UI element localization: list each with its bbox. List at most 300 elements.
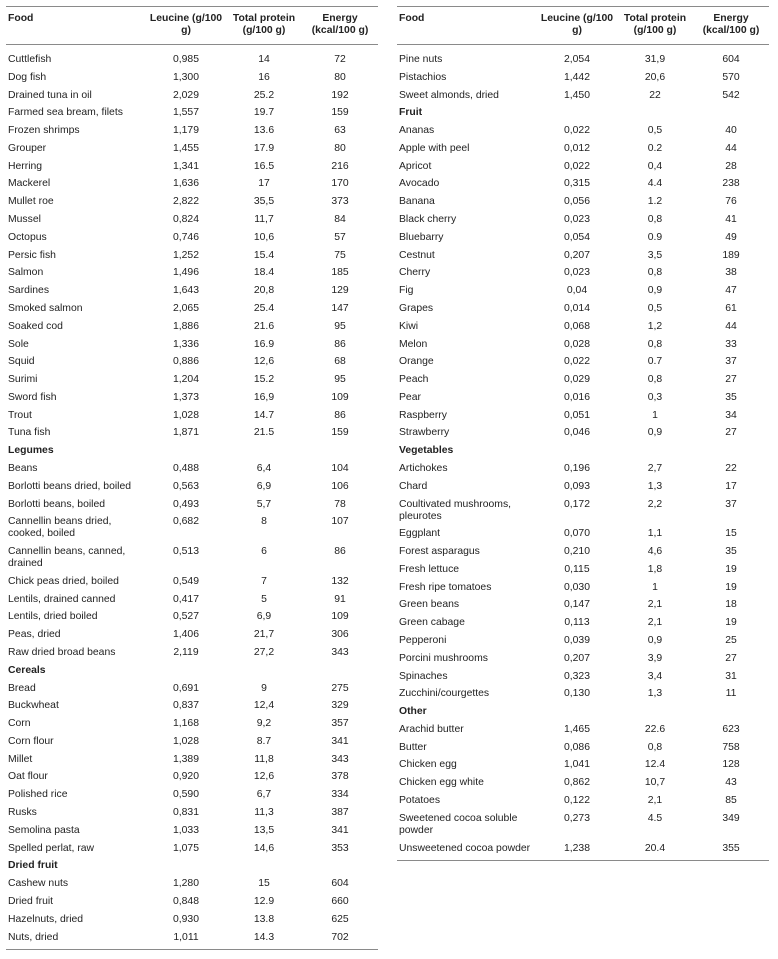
table-row bbox=[397, 739, 769, 757]
food-name-cell: Artichokes bbox=[399, 462, 448, 474]
category-label: Dried fruit bbox=[8, 860, 58, 872]
leucine-cell: 0,315 bbox=[563, 178, 590, 190]
food-name-cell: Coultivated mushrooms, pleurotes bbox=[399, 498, 512, 522]
energy-cell: 104 bbox=[331, 462, 349, 474]
total-protein-cell: 15.2 bbox=[253, 374, 275, 386]
energy-cell: 44 bbox=[725, 142, 737, 154]
energy-cell: 109 bbox=[331, 611, 349, 623]
leucine-cell: 1,636 bbox=[172, 178, 199, 190]
energy-cell: 604 bbox=[722, 54, 740, 65]
category-label: Legumes bbox=[8, 445, 54, 457]
leucine-cell: 0,086 bbox=[563, 741, 590, 753]
total-protein-cell: 13.6 bbox=[253, 125, 275, 137]
total-protein-cell: 1.2 bbox=[647, 196, 663, 208]
food-name-cell: Drained tuna in oil bbox=[8, 89, 92, 101]
leucine-cell: 0,022 bbox=[563, 356, 590, 368]
leucine-cell: 0,417 bbox=[172, 593, 199, 605]
total-protein-cell: 0,9 bbox=[647, 427, 663, 439]
food-name-cell: Semolina pasta bbox=[8, 824, 80, 836]
leucine-cell: 1,300 bbox=[172, 71, 199, 83]
energy-cell: 17 bbox=[725, 480, 737, 492]
table-row bbox=[6, 140, 378, 158]
table-row bbox=[397, 525, 769, 543]
total-protein-cell: 1,2 bbox=[647, 320, 663, 332]
energy-cell: 86 bbox=[334, 338, 346, 350]
total-protein-cell: 2,1 bbox=[647, 795, 663, 807]
food-name-cell: Bluebarry bbox=[399, 231, 444, 243]
table-row bbox=[6, 264, 378, 282]
leucine-cell: 0,028 bbox=[563, 338, 590, 350]
table-row bbox=[6, 478, 378, 496]
food-name-cell: Borlotti beans dried, boiled bbox=[8, 480, 132, 492]
food-name-cell: Sweetened cocoa soluble powder bbox=[399, 812, 518, 836]
energy-cell: 355 bbox=[693, 840, 769, 860]
total-protein-cell: 21.6 bbox=[253, 320, 275, 332]
food-name-cell: Cashew nuts bbox=[8, 878, 69, 890]
table-row bbox=[6, 929, 378, 949]
food-name-cell: Sword fish bbox=[8, 391, 57, 403]
energy-cell: 63 bbox=[334, 125, 346, 137]
total-protein-cell: 16 bbox=[258, 71, 270, 83]
total-protein-cell: 11,8 bbox=[254, 753, 274, 765]
table-row bbox=[397, 211, 769, 229]
total-protein-cell: 1 bbox=[652, 409, 658, 421]
leucine-cell: 0,691 bbox=[172, 682, 199, 694]
food-name-cell: Apricot bbox=[399, 160, 432, 172]
food-name-cell: Ananas bbox=[399, 125, 435, 137]
total-protein-cell: 0,8 bbox=[647, 741, 663, 753]
food-name-cell: Green cabage bbox=[399, 617, 465, 629]
leucine-cell: 0,837 bbox=[172, 700, 199, 712]
total-protein-cell: 16.5 bbox=[253, 160, 275, 172]
food-name-cell: Fig bbox=[399, 285, 414, 297]
total-protein-cell: 10,7 bbox=[644, 777, 666, 789]
food-table-left-body bbox=[6, 45, 378, 950]
leucine-cell: 0,014 bbox=[563, 302, 590, 314]
table-row bbox=[397, 543, 769, 561]
energy-cell: 341 bbox=[331, 735, 349, 747]
food-name-cell: Kiwi bbox=[399, 320, 419, 332]
total-protein-cell: 13,5 bbox=[253, 824, 275, 836]
food-name-cell: Forest asparagus bbox=[399, 546, 480, 558]
table-row bbox=[6, 875, 378, 893]
total-protein-cell: 5,7 bbox=[256, 498, 272, 510]
energy-cell: 625 bbox=[331, 913, 349, 925]
table-row bbox=[397, 597, 769, 615]
leucine-cell: 2,822 bbox=[172, 196, 199, 208]
leucine-cell: 1,252 bbox=[172, 249, 199, 261]
table-row bbox=[397, 389, 769, 407]
food-name-cell: Sweet almonds, dried bbox=[399, 89, 499, 101]
energy-cell: 19 bbox=[725, 581, 737, 593]
food-name-cell: Apple with peel bbox=[399, 142, 470, 154]
leucine-cell: 1,341 bbox=[172, 160, 199, 172]
food-name-cell: Sole bbox=[8, 338, 29, 350]
leucine-cell: 0,563 bbox=[172, 480, 199, 492]
food-name-cell: Rusks bbox=[8, 807, 37, 819]
total-protein-cell: 2,1 bbox=[647, 617, 663, 629]
food-name-cell: Black cherry bbox=[399, 214, 457, 226]
table-row bbox=[6, 626, 378, 644]
table-row bbox=[6, 543, 378, 573]
food-name-cell: Butter bbox=[399, 741, 427, 753]
total-protein-cell: 6 bbox=[261, 546, 267, 558]
table-row bbox=[397, 264, 769, 282]
food-name-cell: Millet bbox=[8, 753, 33, 765]
leucine-cell: 0,196 bbox=[563, 462, 590, 474]
energy-cell: 19 bbox=[725, 617, 737, 629]
table-row bbox=[397, 122, 769, 140]
leucine-cell: 0,030 bbox=[563, 581, 590, 593]
energy-cell: 91 bbox=[334, 593, 346, 605]
leucine-cell: 0,130 bbox=[563, 688, 590, 700]
food-name-cell: Smoked salmon bbox=[8, 302, 83, 314]
leucine-cell: 0,056 bbox=[563, 196, 590, 208]
food-name-cell: Fresh lettuce bbox=[399, 563, 460, 575]
total-protein-cell: 0,8 bbox=[647, 214, 663, 226]
energy-cell: 238 bbox=[722, 178, 740, 190]
food-name-cell: Nuts, dried bbox=[6, 929, 146, 949]
total-protein-cell: 0.7 bbox=[647, 356, 663, 368]
total-protein-cell: 0,9 bbox=[647, 285, 663, 297]
total-protein-cell: 8.7 bbox=[256, 735, 272, 747]
leucine-cell: 0,920 bbox=[172, 771, 199, 783]
table-row bbox=[6, 804, 378, 822]
leucine-cell: 1,643 bbox=[172, 285, 199, 297]
table-row bbox=[6, 69, 378, 87]
table-row bbox=[397, 282, 769, 300]
energy-cell: 43 bbox=[725, 777, 737, 789]
table-row bbox=[6, 460, 378, 478]
table-row bbox=[397, 614, 769, 632]
table-row bbox=[397, 353, 769, 371]
total-protein-cell: 20,6 bbox=[644, 71, 666, 83]
food-table-right-body bbox=[397, 45, 769, 861]
food-name-cell: Herring bbox=[8, 160, 43, 172]
food-name-cell: Octopus bbox=[8, 231, 47, 243]
energy-cell: 11 bbox=[725, 688, 737, 700]
food-name-cell: Chicken egg white bbox=[399, 777, 484, 789]
leucine-cell: 1,496 bbox=[172, 267, 199, 279]
energy-cell: 353 bbox=[331, 842, 349, 854]
food-name-cell: Corn bbox=[8, 718, 31, 730]
food-name-cell: Beans bbox=[8, 462, 38, 474]
leucine-cell: 0,323 bbox=[563, 670, 590, 682]
total-protein-cell: 14 bbox=[258, 54, 270, 65]
energy-cell: 27 bbox=[725, 652, 737, 664]
energy-cell: 106 bbox=[331, 480, 349, 492]
total-protein-cell: 0,9 bbox=[647, 635, 663, 646]
energy-cell: 702 bbox=[302, 929, 378, 949]
leucine-cell: 1,406 bbox=[172, 629, 199, 641]
food-name-cell: Tuna fish bbox=[8, 427, 51, 439]
total-protein-cell: 0,5 bbox=[647, 302, 663, 314]
food-name-cell: Green beans bbox=[399, 599, 460, 611]
table-row bbox=[397, 87, 769, 105]
total-protein-cell: 2,2 bbox=[647, 498, 663, 510]
food-name-cell: Pistachios bbox=[399, 71, 447, 83]
energy-cell: 22 bbox=[725, 462, 737, 474]
leucine-cell: 0,022 bbox=[563, 160, 590, 172]
leucine-cell: 0,682 bbox=[172, 516, 199, 528]
total-protein-cell: 2,1 bbox=[647, 599, 663, 611]
total-protein-cell: 10,6 bbox=[253, 231, 275, 243]
leucine-cell: 1,168 bbox=[172, 718, 199, 730]
energy-cell: 86 bbox=[334, 409, 346, 421]
total-protein-cell: 7 bbox=[261, 575, 267, 587]
food-name-cell: Oat flour bbox=[8, 771, 48, 783]
energy-cell: 68 bbox=[334, 356, 346, 368]
food-name-cell: Raw dried broad beans bbox=[8, 647, 116, 658]
energy-cell: 349 bbox=[722, 812, 740, 824]
table-row bbox=[397, 496, 769, 526]
energy-cell: 373 bbox=[331, 196, 349, 208]
leucine-cell: 1,442 bbox=[563, 71, 590, 83]
energy-cell: 387 bbox=[331, 807, 349, 819]
leucine-cell: 1,450 bbox=[563, 89, 590, 101]
energy-cell: 19 bbox=[725, 563, 737, 575]
table-row bbox=[6, 680, 378, 698]
table-row bbox=[397, 300, 769, 318]
table-row bbox=[6, 644, 378, 662]
table-row bbox=[397, 579, 769, 597]
food-name-cell: Porcini mushrooms bbox=[399, 652, 488, 664]
total-protein-cell: 12.9 bbox=[253, 895, 275, 907]
leucine-cell: 0,862 bbox=[563, 777, 590, 789]
food-name-cell: Squid bbox=[8, 356, 35, 368]
table-row bbox=[397, 407, 769, 425]
leucine-cell: 0,210 bbox=[563, 546, 590, 558]
food-table-right bbox=[397, 6, 769, 861]
header-food: Food bbox=[397, 7, 537, 45]
food-name-cell: Eggplant bbox=[399, 528, 441, 540]
energy-cell: 623 bbox=[722, 723, 740, 735]
total-protein-cell: 3,5 bbox=[647, 249, 663, 261]
leucine-cell: 0,886 bbox=[172, 356, 199, 368]
leucine-cell: 1,389 bbox=[172, 753, 199, 765]
header-total-protein: Total protein (g/100 g) bbox=[617, 7, 693, 45]
leucine-cell: 0,046 bbox=[563, 427, 590, 439]
food-name-cell: Lentils, dried boiled bbox=[8, 611, 98, 623]
table-row bbox=[6, 715, 378, 733]
table-row bbox=[6, 911, 378, 929]
energy-cell: 80 bbox=[334, 142, 346, 154]
table-row bbox=[6, 353, 378, 371]
leucine-cell: 0,122 bbox=[563, 795, 590, 807]
leucine-cell: 0,147 bbox=[563, 599, 590, 611]
total-protein-cell: 17.9 bbox=[253, 142, 275, 154]
table-row bbox=[6, 158, 378, 176]
total-protein-cell: 1,1 bbox=[647, 528, 663, 540]
energy-cell: 306 bbox=[331, 629, 349, 641]
table-row bbox=[6, 247, 378, 265]
food-name-cell: Trout bbox=[8, 409, 32, 421]
total-protein-cell: 22.6 bbox=[644, 723, 666, 735]
total-protein-cell: 0,4 bbox=[647, 160, 663, 172]
leucine-cell: 0,051 bbox=[563, 409, 590, 421]
energy-cell: 18 bbox=[725, 599, 737, 611]
energy-cell: 216 bbox=[331, 160, 349, 172]
header-energy: Energy (kcal/100 g) bbox=[693, 7, 769, 45]
table-row bbox=[6, 193, 378, 211]
energy-cell: 109 bbox=[331, 391, 349, 403]
table-row bbox=[6, 229, 378, 247]
food-name-cell: Melon bbox=[399, 338, 428, 350]
table-row bbox=[397, 792, 769, 810]
table-row bbox=[6, 211, 378, 229]
total-protein-cell: 1,3 bbox=[647, 480, 663, 492]
total-protein-cell: 25.4 bbox=[253, 302, 275, 314]
energy-cell: 35 bbox=[725, 546, 737, 558]
leucine-cell: 1,204 bbox=[172, 374, 199, 386]
leucine-cell: 1,011 bbox=[146, 929, 226, 949]
leucine-cell: 1,179 bbox=[172, 125, 199, 137]
energy-cell: 758 bbox=[722, 741, 740, 753]
leucine-cell: 0,172 bbox=[563, 498, 590, 510]
food-name-cell: Peas, dried bbox=[8, 629, 61, 641]
total-protein-cell: 12,6 bbox=[253, 771, 275, 783]
total-protein-cell: 21.5 bbox=[253, 427, 275, 439]
leucine-cell: 0,985 bbox=[172, 54, 199, 65]
leucine-cell: 0,207 bbox=[563, 652, 590, 664]
food-name-cell: Pine nuts bbox=[399, 54, 443, 65]
leucine-cell: 1,028 bbox=[172, 735, 199, 747]
energy-cell: 660 bbox=[331, 895, 349, 907]
total-protein-cell: 6,4 bbox=[256, 462, 272, 474]
energy-cell: 132 bbox=[331, 575, 349, 587]
total-protein-cell: 0,8 bbox=[647, 267, 663, 279]
food-name-cell: Unsweetened cocoa powder bbox=[397, 840, 537, 860]
leucine-cell: 2,119 bbox=[173, 647, 199, 658]
leucine-cell: 1,280 bbox=[172, 878, 199, 890]
leucine-cell: 1,455 bbox=[172, 142, 199, 154]
energy-cell: 107 bbox=[331, 516, 349, 528]
food-name-cell: Surimi bbox=[8, 374, 38, 386]
table-row bbox=[6, 425, 378, 443]
food-name-cell: Dried fruit bbox=[8, 895, 54, 907]
table-row bbox=[6, 513, 378, 543]
total-protein-cell: 15 bbox=[258, 878, 270, 890]
food-name-cell: Pear bbox=[399, 391, 421, 403]
food-name-cell: Chick peas dried, boiled bbox=[8, 575, 119, 587]
food-name-cell: Fresh ripe tomatoes bbox=[399, 581, 492, 593]
table-row bbox=[6, 407, 378, 425]
leucine-cell: 0,273 bbox=[563, 812, 590, 824]
total-protein-cell: 12,6 bbox=[253, 356, 275, 368]
leucine-cell: 1,871 bbox=[172, 427, 199, 439]
energy-cell: 334 bbox=[331, 789, 349, 801]
food-name-cell: Mackerel bbox=[8, 178, 51, 190]
leucine-cell: 0,039 bbox=[563, 635, 590, 646]
energy-cell: 84 bbox=[334, 214, 346, 226]
table-row bbox=[397, 140, 769, 158]
total-protein-cell: 4.5 bbox=[647, 812, 663, 824]
leucine-cell: 1,075 bbox=[172, 842, 199, 854]
food-name-cell: Cestnut bbox=[399, 249, 435, 261]
total-protein-cell: 8 bbox=[261, 516, 267, 528]
table-row bbox=[6, 371, 378, 389]
total-protein-cell: 13.8 bbox=[253, 913, 275, 925]
energy-cell: 31 bbox=[725, 670, 737, 682]
table-header-row bbox=[6, 7, 378, 45]
total-protein-cell: 16,9 bbox=[253, 391, 275, 403]
food-name-cell: Sardines bbox=[8, 285, 50, 297]
energy-cell: 80 bbox=[334, 71, 346, 83]
leucine-cell: 1,033 bbox=[172, 824, 199, 836]
energy-cell: 343 bbox=[331, 647, 349, 658]
energy-cell: 40 bbox=[725, 125, 737, 137]
table-row bbox=[397, 561, 769, 579]
total-protein-cell: 27,2 bbox=[253, 647, 275, 658]
total-protein-cell: 12,4 bbox=[253, 700, 275, 712]
food-name-cell: Banana bbox=[399, 196, 435, 208]
table-row bbox=[6, 822, 378, 840]
table-row bbox=[6, 769, 378, 787]
energy-cell: 192 bbox=[331, 89, 349, 101]
leucine-cell: 0,493 bbox=[172, 498, 199, 510]
food-name-cell: Bread bbox=[8, 682, 36, 694]
food-name-cell: Peach bbox=[399, 374, 429, 386]
total-protein-cell: 22 bbox=[649, 89, 661, 101]
energy-cell: 27 bbox=[725, 427, 737, 439]
energy-cell: 27 bbox=[725, 374, 737, 386]
total-protein-cell: 20.4 bbox=[617, 840, 693, 860]
header-leucine: Leucine (g/100 g) bbox=[146, 7, 226, 45]
energy-cell: 185 bbox=[331, 267, 349, 279]
table-row bbox=[6, 336, 378, 354]
leucine-cell: 0,590 bbox=[172, 789, 199, 801]
total-protein-cell: 1 bbox=[652, 581, 658, 593]
total-protein-cell: 19.7 bbox=[253, 107, 275, 119]
energy-cell: 37 bbox=[725, 498, 737, 510]
food-name-cell: Lentils, drained canned bbox=[8, 593, 116, 605]
category-row bbox=[6, 442, 378, 460]
table-row bbox=[397, 774, 769, 792]
energy-cell: 95 bbox=[334, 374, 346, 386]
energy-cell: 33 bbox=[725, 338, 737, 350]
food-name-cell: Mussel bbox=[8, 214, 41, 226]
energy-cell: 76 bbox=[725, 196, 737, 208]
total-protein-cell: 21,7 bbox=[253, 629, 275, 641]
energy-cell: 343 bbox=[331, 753, 349, 765]
energy-cell: 44 bbox=[725, 320, 737, 332]
food-name-cell: Borlotti beans, boiled bbox=[8, 498, 106, 510]
leucine-cell: 0,012 bbox=[563, 142, 590, 154]
leucine-cell: 0,930 bbox=[172, 913, 199, 925]
food-name-cell: Grapes bbox=[399, 302, 434, 314]
table-row bbox=[6, 573, 378, 591]
food-name-cell: Spelled perlat, raw bbox=[8, 842, 95, 854]
total-protein-cell: 6,7 bbox=[256, 789, 272, 801]
total-protein-cell: 1,3 bbox=[647, 688, 663, 700]
energy-cell: 159 bbox=[331, 107, 349, 119]
energy-cell: 15 bbox=[725, 528, 737, 540]
leucine-cell: 1,886 bbox=[172, 320, 199, 332]
total-protein-cell: 0,5 bbox=[647, 125, 663, 137]
category-label: Vegetables bbox=[399, 445, 454, 457]
food-name-cell: Frozen shrimps bbox=[8, 125, 80, 137]
food-name-cell: Avocado bbox=[399, 178, 440, 190]
table-row bbox=[6, 282, 378, 300]
food-name-cell: Cannellin beans, canned, drained bbox=[8, 546, 126, 570]
total-protein-cell: 0.9 bbox=[647, 231, 663, 243]
food-name-cell: Spinaches bbox=[399, 670, 448, 682]
food-table-left bbox=[6, 6, 378, 950]
total-protein-cell: 14,6 bbox=[253, 842, 275, 854]
energy-cell: 159 bbox=[331, 427, 349, 439]
leucine-cell: 1,041 bbox=[563, 759, 590, 771]
energy-cell: 189 bbox=[722, 249, 740, 261]
